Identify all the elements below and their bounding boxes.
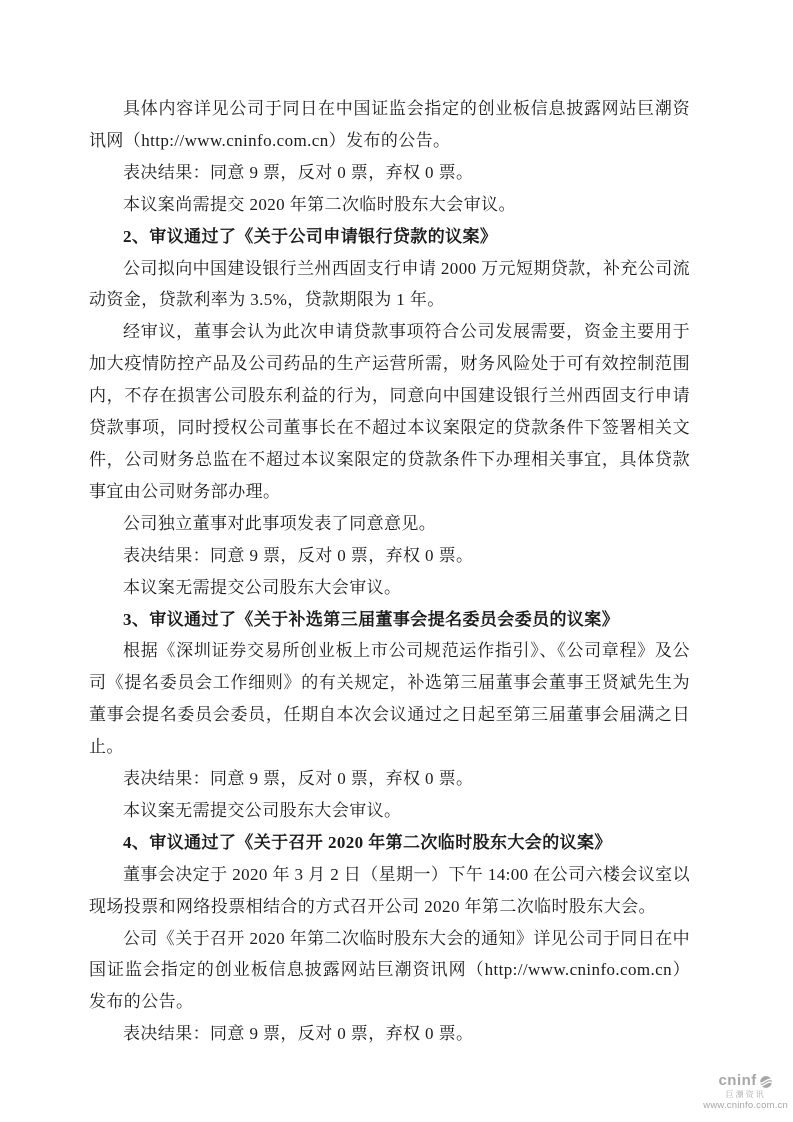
cninfo-logo-row (703, 1073, 788, 1090)
section-heading-2: 2、审议通过了《关于公司申请银行贷款的议案》 (123, 226, 498, 246)
paragraph: 具体内容详见公司于同日在中国证监会指定的创业板信息披露网站巨潮资讯网（http://www.cninfo.com.cn）发布的公告。 (89, 99, 690, 150)
paragraph: 公司独立董事对此事项发表了同意意见。 (123, 513, 437, 533)
document-body (89, 93, 690, 1050)
vote-result: 表决结果：同意 9 票，反对 0 票，弃权 0 票。 (123, 545, 474, 565)
paragraph: 董事会决定于 2020 年 3 月 2 日（星期一）下午 14:00 在公司六楼会议室以现场投票和网络投票相结合的方式召开公司 2020 年第二次临时股东大会。 (89, 864, 690, 916)
paragraph: 本议案无需提交公司股东大会审议。 (123, 577, 402, 597)
paragraph: 公司《关于召开 2020 年第二次临时股东大会的通知》详见公司于同日在中国证监会指定的创业板信息披露网站巨潮资讯网（http://www.cninfo.com.cn）发布的公告。 (89, 928, 690, 1012)
vote-result: 表决结果：同意 9 票，反对 0 票，弃权 0 票。 (123, 162, 474, 182)
cninfo-brand-cn: 巨潮资讯 (725, 1089, 766, 1099)
paragraph: 本议案尚需提交 2020 年第二次临时股东大会审议。 (123, 194, 516, 214)
cninfo-logo (703, 1073, 788, 1111)
cninfo-url: www.cninfo.com.cn (703, 1099, 788, 1111)
paragraph: 根据《深圳证券交易所创业板上市公司规范运作指引》、《公司章程》及公司《提名委员会工作细则》的有关规定，补选第三届董事会董事王贤斌先生为董事会提名委员会委员，任期自本次会议通过之日起至第三届董事会届满之日止。 (89, 641, 690, 757)
paragraph: 经审议，董事会认为此次申请贷款事项符合公司发展需要，资金主要用于加大疫情防控产品及公司药品的生产运营所需，财务风险处于可有效控制范围内，不存在损害公司股东利益的行为，同意向中国建设银行兰州西固支行申请贷款事项，同时授权公司董事长在不超过本议案限定的贷款条件下签署相关文件，公司财务总监在不超过本议案限定的贷款条件下办理相关事宜，具体贷款事宜由公司财务部办理。 (89, 322, 690, 501)
paragraph: 公司拟向中国建设银行兰州西固支行申请 2000 万元短期贷款，补充公司流动资金，贷款利率为 3.5%，贷款期限为 1 年。 (89, 258, 690, 310)
paragraph: 本议案无需提交公司股东大会审议。 (123, 800, 402, 820)
cninfo-brand-text: cninf (718, 1072, 757, 1090)
section-heading-4: 4、审议通过了《关于召开 2020 年第二次临时股东大会的议案》 (123, 832, 612, 852)
vote-result: 表决结果：同意 9 票，反对 0 票，弃权 0 票。 (123, 1024, 474, 1044)
cninfo-swirl-icon (759, 1075, 773, 1089)
vote-result: 表决结果：同意 9 票，反对 0 票，弃权 0 票。 (123, 769, 474, 789)
section-heading-3: 3、审议通过了《关于补选第三届董事会提名委员会委员的议案》 (123, 609, 620, 629)
